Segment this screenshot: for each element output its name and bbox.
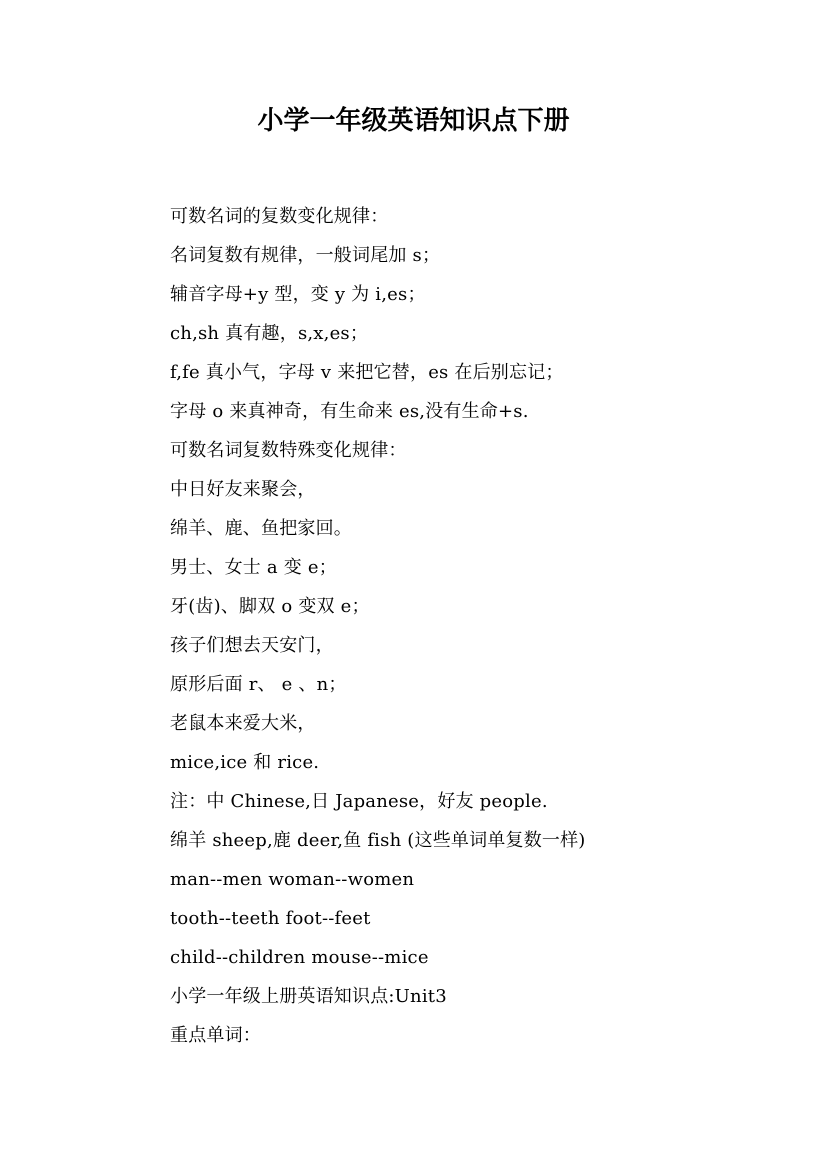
body-line: man--men woman--women xyxy=(170,869,415,890)
body-line: 中日好友来聚会， xyxy=(170,479,316,500)
body-line: tooth--teeth foot--feet xyxy=(170,908,371,929)
body-line: 孩子们想去天安门， xyxy=(170,635,334,656)
body-line: 老鼠本来爱大米， xyxy=(170,713,316,734)
body-line: 原形后面 r、 e 、n； xyxy=(170,674,347,695)
body-line: 名词复数有规律，一般词尾加 s； xyxy=(170,245,441,266)
body-line: 可数名词复数特殊变化规律： xyxy=(170,440,407,461)
document-body xyxy=(170,197,790,1055)
body-line: mice,ice 和 rice. xyxy=(170,752,320,773)
document-title: 小学一年级英语知识点下册 xyxy=(257,106,570,136)
body-line: 男士、女士 a 变 e； xyxy=(170,557,337,578)
body-line: 绵羊、鹿、鱼把家回。 xyxy=(170,518,352,539)
body-line: f,fe 真小气，字母 v 来把它替，es 在后别忘记； xyxy=(170,362,564,383)
body-line: 注：中 Chinese,日 Japanese，好友 people. xyxy=(170,791,548,812)
body-line: 小学一年级上册英语知识点:Unit3 xyxy=(170,986,447,1007)
body-line: child--children mouse--mice xyxy=(170,947,429,968)
body-line: 牙(齿)、脚双 o 变双 e； xyxy=(170,596,370,617)
body-line: 字母 o 来真神奇，有生命来 es,没有生命+s. xyxy=(170,401,529,422)
body-line: 绵羊 sheep,鹿 deer,鱼 fish (这些单词单复数一样) xyxy=(170,830,586,851)
body-line: 重点单词： xyxy=(170,1025,261,1046)
body-line: ch,sh 真有趣，s,x,es； xyxy=(170,323,369,344)
body-line: 可数名词的复数变化规律： xyxy=(170,206,389,227)
body-line: 辅音字母+y 型，变 y 为 i,es； xyxy=(170,284,426,305)
